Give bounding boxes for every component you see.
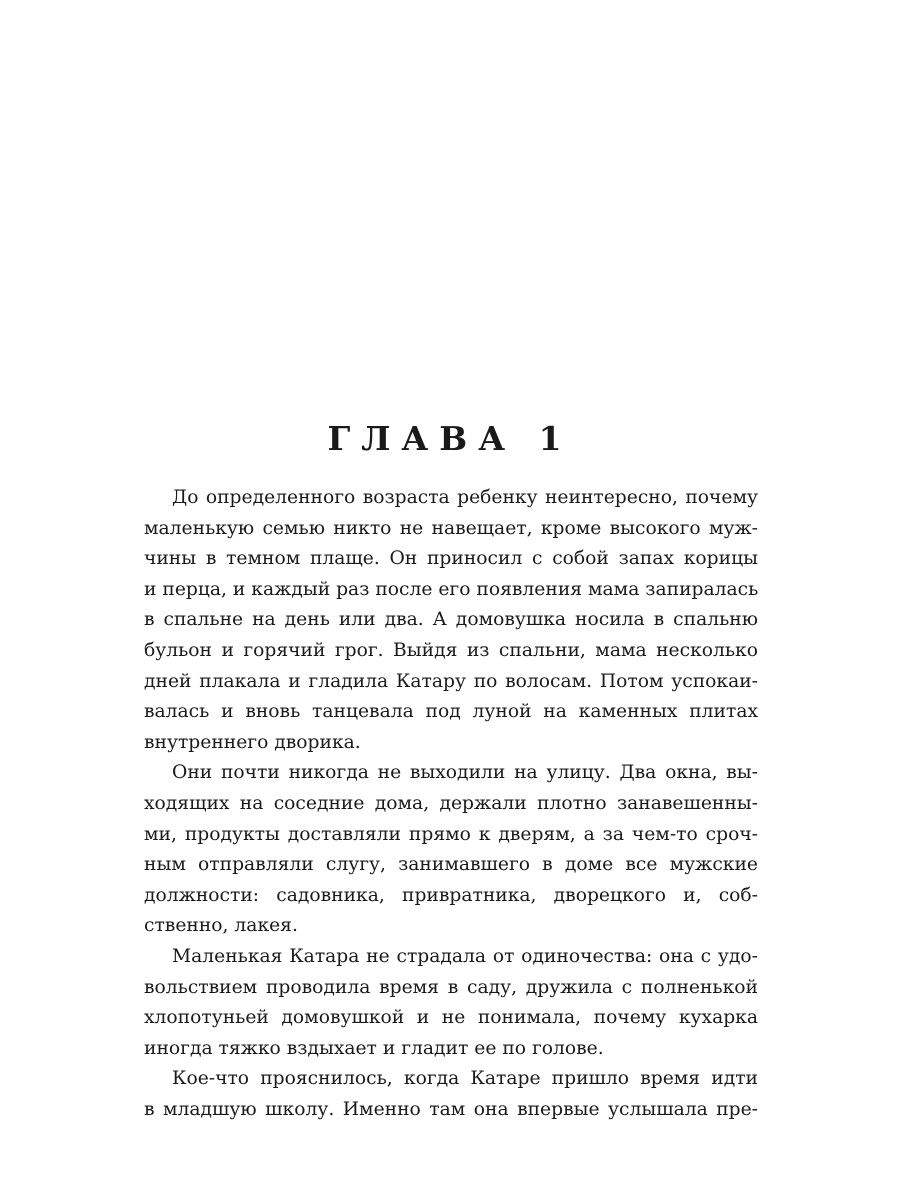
text-line: До определенного возраста ребенку неинтересно, почему xyxy=(172,487,758,508)
text-line: ходящих на соседние дома, держали плотно занавешенны- xyxy=(144,792,758,814)
chapter-title: ГЛАВА 1 xyxy=(327,419,573,458)
text-line: Кое-что прояснилось, когда Катаре пришло время идти xyxy=(172,1068,758,1090)
paragraph-2 xyxy=(144,758,758,942)
text-line: внутреннего дворика. xyxy=(144,731,361,753)
chapter-body xyxy=(144,483,758,1125)
text-line: маленькую семью никто не навещает, кроме высокого муж- xyxy=(144,517,758,539)
text-line: Они почти никогда не выходили на улицу. Два окна, вы- xyxy=(172,762,758,784)
text-line: бульон и горячий грог. Выйдя из спальни, мама несколько xyxy=(144,639,758,661)
text-line: ми, продукты доставляли прямо к дверям, а за чем-то сроч- xyxy=(144,823,758,845)
text-line: ным отправляли слугу, занимавшего в доме все мужские xyxy=(144,854,758,876)
text-line: хлопотуньей домовушкой и не понимала, почему кухарка xyxy=(144,1007,758,1029)
text-line: валась и вновь танцевала под луной на каменных плитах xyxy=(144,701,758,723)
text-line: в младшую школу. Именно там она впервые услышала пре- xyxy=(144,1098,758,1120)
text-line: Маленькая Катара не страдала от одиночества: она с удо- xyxy=(172,945,758,967)
text-line: и перца, и каждый раз после его появления мама запиралась xyxy=(144,578,759,600)
text-line: чины в темном плаще. Он приносил с собой запах корицы xyxy=(144,548,758,570)
text-line: иногда тяжко вздыхает и гладит ее по голове. xyxy=(144,1037,604,1059)
text-line: должности: садовника, привратника, дворецкого и, соб- xyxy=(144,884,758,906)
text-line: дней плакала и гладила Катару по волосам. Потом успокаи- xyxy=(144,670,758,692)
paragraph-3 xyxy=(144,942,758,1064)
text-line: вольствием проводила время в саду, дружила с полненькой xyxy=(144,976,758,998)
paragraph-1 xyxy=(144,483,758,758)
text-line: ственно, лакея. xyxy=(144,915,298,937)
paragraph-4 xyxy=(144,1064,758,1125)
text-line: в спальне на день или два. А домовушка носила в спальню xyxy=(144,609,758,631)
